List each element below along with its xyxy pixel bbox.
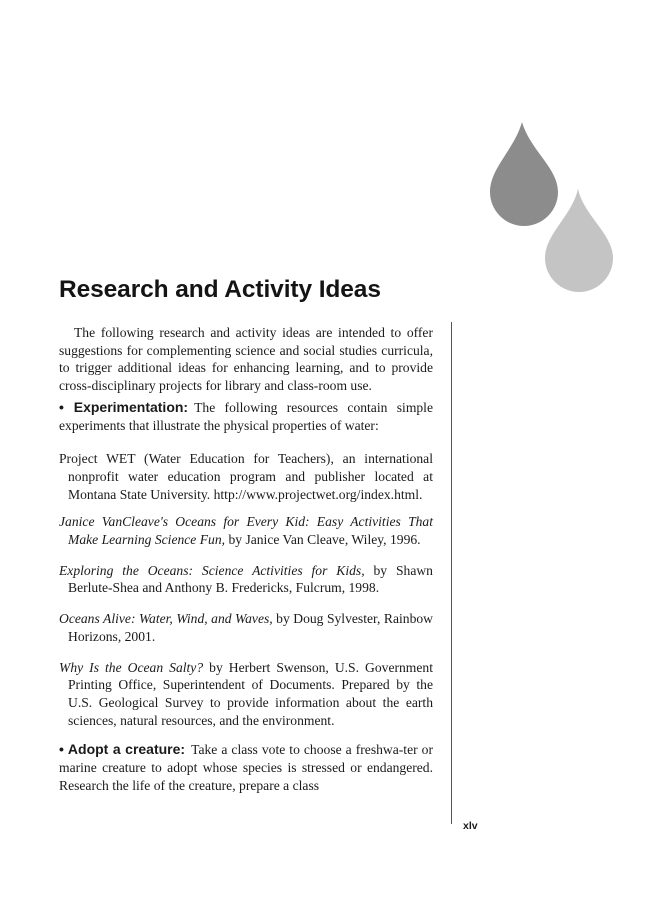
reference-item: Project WET (Water Education for Teachers), an international nonprofit water education program and publisher located at Montana State University. http://www.projectwet.org/index.html. — [59, 451, 433, 502]
intro-paragraph: The following research and activity ideas are intended to offer suggestions for complementing science and social studies curricula, to trigger additional ideas for enhancing learning, and to provide cross-disciplinary projects for library and class-room use. — [59, 325, 433, 394]
column-rule — [451, 322, 452, 824]
reference-item: Exploring the Oceans: Science Activities for Kids, by Shawn Berlute-Shea and Anthony B. Fredericks, Fulcrum, 1998. — [59, 562, 433, 596]
page-number: xlv — [463, 820, 478, 832]
experimentation-text: The following resources contain simple experiments that illustrate the physical properties of water: — [59, 399, 433, 433]
main-column — [59, 324, 433, 794]
adopt-creature-paragraph — [59, 741, 433, 794]
experimentation-label: • Experimentation: — [59, 398, 189, 415]
page-title: Research and Activity Ideas — [59, 276, 381, 303]
experimentation-paragraph — [59, 399, 433, 434]
adopt-creature-text: Take a class vote to choose a freshwa-ter or marine creature to adopt whose species is stressed or endangered. Research the life of the creature, prepare a class — [59, 742, 433, 793]
reference-title: Why Is the Ocean Salty? — [59, 659, 204, 675]
dark-water-drop-icon — [490, 122, 558, 226]
reference-title: Exploring the Oceans: Science Activities for Kids, — [59, 562, 365, 578]
reference-title: Oceans Alive: Water, Wind, and Waves, — [59, 611, 273, 627]
reference-item: Janice VanCleave's Oceans for Every Kid: Easy Activities That Make Learning Science Fun, by Janice Van Cleave, Wiley, 1996. — [59, 514, 433, 548]
reference-title: Janice VanCleave's Oceans for Every Kid: Easy Activities That Make Learning Science Fun, — [59, 514, 433, 548]
water-drops-decoration — [0, 0, 654, 320]
adopt-creature-label: • Adopt a creature: — [59, 741, 186, 758]
reference-item: Why Is the Ocean Salty? by Herbert Swenson, U.S. Government Printing Office, Superintendent of Documents. Prepared by the U.S. Geological Survey to provide information about the earth sciences, natural resources, and the environment. — [59, 659, 433, 728]
reference-item: Oceans Alive: Water, Wind, and Waves, by Doug Sylvester, Rainbow Horizons, 2001. — [59, 611, 433, 644]
